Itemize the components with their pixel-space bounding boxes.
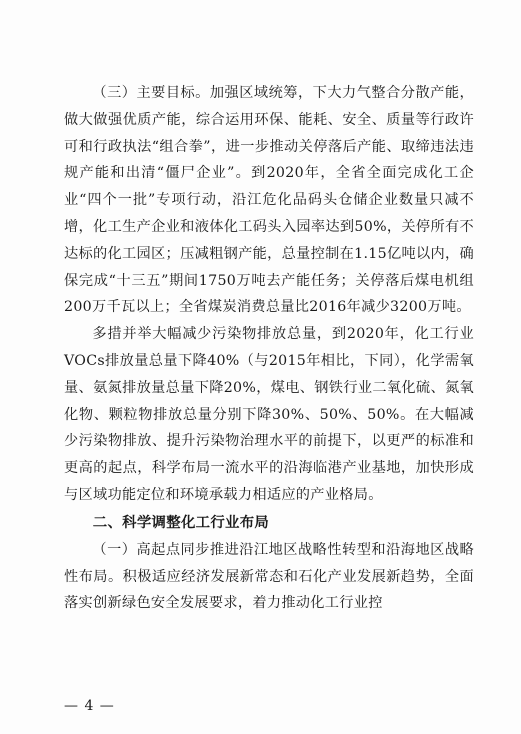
page-number: — 4 — [64,698,115,714]
document-body [64,80,474,617]
section-heading: 二、科学调整化工行业布局 [92,514,270,531]
paragraph-strategic-layout: （一）高起点同步推进沿江地区战略性转型和沿海地区战略性布局。积极适应经济发展新常态和石化产业发展新趋势，全面落实创新绿色安全发展要求，着力推动化工行业控 [64,541,474,612]
paragraph-main-goals: （三）主要目标。加强区域统筹，下大力气整合分散产能，做大做强优质产能，综合运用环保、能耗、安全、质量等行政许可和行政执法“组合拳”，进一步推动关停落后产能、取缔违法违规产能和出清“僵尸企业”。到2020年，全省全面完成化工企业“四个一批”专项行动，沿江危化品码头仓储企业数量只减不增，化工生产企业和液体化工码头入园率达到50%，关停所有不达标的化工园区；压减粗钢产能，总量控制在1.15亿吨以内，确保完成“十三五”期间1750万吨去产能任务；关停落后煤电机组200万千瓦以上；全省煤炭消费总量比2016年减少3200万吨。 [64,85,474,316]
paragraph-pollution-reduction: 多措并举大幅减少污染物排放总量，到2020年，化工行业VOCs排放量总量下降40%（与2015年相比，下同），化学需氧量、氨氮排放量总量下降20%，煤电、钢铁行业二氧化硫、氮氧化物、颗粒物排放总量分别下降30%、50%、50%。在大幅减少污染物排放、提升污染物治理水平的前提下，以更严的标准和更高的起点，科学布局一流水平的沿海临港产业基地，加快形成与区域功能定位和环境承载力相适应的产业格局。 [64,326,474,503]
